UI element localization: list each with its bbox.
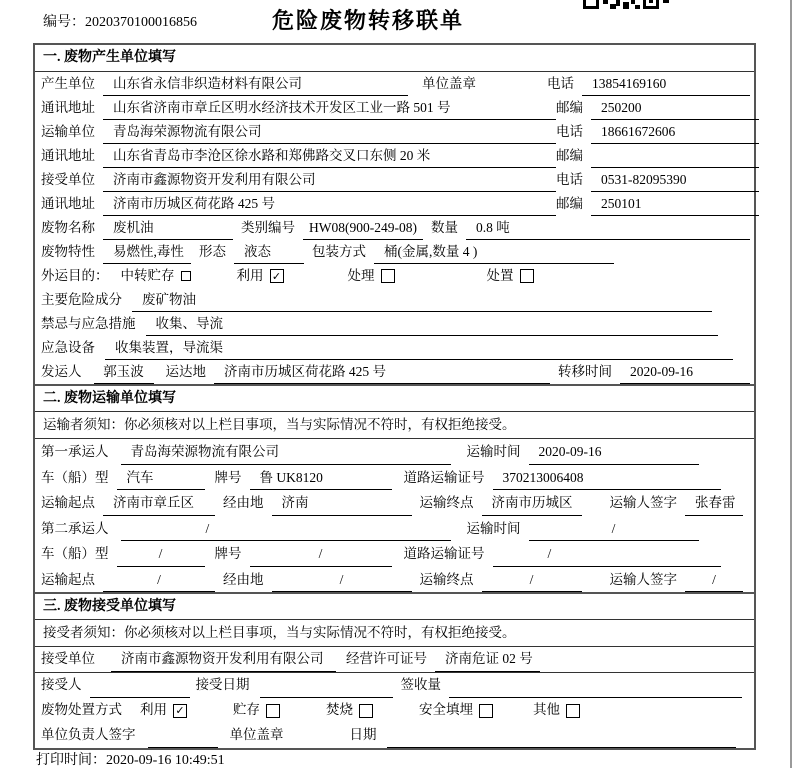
waste-category-label: 类别编号 (241, 220, 295, 235)
checkbox-disposal-landfill (479, 704, 493, 718)
qr-code-fragment (583, 0, 671, 10)
producer-seal-label: 单位盖章 (422, 76, 476, 91)
row-transport-address (35, 144, 754, 168)
row-shipper (35, 360, 754, 384)
checkbox-disposal-other (566, 704, 580, 718)
disposal-option-landfill: 安全填埋 (419, 702, 473, 717)
row-signature (35, 723, 754, 748)
carrier1-label: 第一承运人 (41, 444, 109, 459)
producer-phone-label: 电话 (547, 76, 574, 91)
section2-body (35, 439, 754, 592)
producer-value: 山东省永信非织造材料有限公司 (103, 72, 408, 96)
transport-address-value: 山东省青岛市李沧区徐水路和郑佛路交叉口东侧 20 米 (103, 144, 556, 168)
receive-phone-label: 电话 (556, 172, 583, 187)
plate1-value: 鲁 UK8120 (250, 465, 392, 491)
waste-form-value: 液态 (234, 240, 304, 264)
sign-date-value (387, 723, 737, 748)
destination-value: 济南市历城区荷花路 425 号 (214, 360, 550, 384)
producer-zip-label: 邮编 (556, 100, 583, 115)
route2-start-label: 运输起点 (41, 571, 95, 587)
checkbox-treat (381, 269, 395, 283)
route1-sign-value: 张春雷 (685, 490, 743, 516)
unit-seal-label: 单位盖章 (229, 727, 284, 742)
purpose-label: 外运目的： (41, 268, 109, 283)
vehicle1-label: 车（船）型 (41, 469, 109, 485)
signed-amount-value (449, 673, 742, 698)
row-route1 (35, 490, 754, 516)
equipment-label: 应急设备 (41, 340, 95, 355)
receiver-unit-value: 济南市鑫源物资开发利用有限公司 (111, 647, 336, 672)
row-equipment (35, 336, 754, 360)
route2-via-value: / (272, 567, 412, 593)
receive-zip-label: 邮编 (556, 196, 583, 211)
carrier2-time-value: / (529, 516, 699, 542)
waste-quantity-label: 数量 (431, 220, 458, 235)
transport-unit-value: 青岛海荣源物流有限公司 (103, 120, 556, 144)
transport-address-label: 通讯地址 (41, 148, 95, 163)
plate2-label: 牌号 (214, 546, 242, 561)
section3-header: 三. 废物接受单位填写 (35, 592, 754, 620)
route1-via-value: 济南 (272, 490, 412, 516)
serial-value: 2020370100016856 (85, 15, 197, 30)
page-edge-line (790, 0, 792, 768)
producer-zip-value: 250200 (591, 96, 759, 120)
waste-form-label: 形态 (199, 244, 226, 259)
route2-end-label: 运输终点 (419, 571, 474, 587)
checkmark: ✓ (271, 269, 282, 283)
transfer-time-value: 2020-09-16 (620, 360, 750, 384)
section3-notice: 接受者须知：你必须核对以上栏目事项，当与实际情况不符时，有权拒绝接受。 (35, 620, 754, 647)
row-route2 (35, 567, 754, 593)
producer-label: 产生单位 (41, 76, 95, 91)
row-carrier2 (35, 516, 754, 542)
permit1-value: 370213006408 (493, 465, 721, 491)
receive-phone-value: 0531-82095390 (591, 168, 759, 192)
row-producer (35, 72, 754, 96)
waste-packing-label: 包装方式 (312, 244, 366, 259)
waste-packing-value: 桶(金属,数量 4 ) (374, 240, 614, 264)
route1-end-value: 济南市历城区 (482, 490, 582, 516)
permit1-label: 道路运输证号 (403, 469, 485, 485)
print-time-value: 2020-09-16 10:49:51 (106, 753, 225, 768)
row-hazard (35, 288, 754, 312)
purpose-option-transfer-storage: 中转贮存 (120, 268, 175, 283)
carrier2-time-label: 运输时间 (466, 520, 521, 536)
shipper-value: 郭玉波 (94, 360, 154, 384)
row-acceptance (35, 673, 754, 698)
license-value: 济南危证 02 号 (435, 647, 540, 672)
row-receive-address (35, 192, 754, 216)
license-label: 经营许可证号 (346, 651, 427, 666)
producer-address-value: 山东省济南市章丘区明水经济技术开发区工业一路 501 号 (103, 96, 556, 120)
disposal-option-store: 贮存 (233, 702, 260, 717)
row-vehicle2 (35, 541, 754, 567)
taboo-value: 收集、导流 (146, 312, 718, 336)
transport-zip-label: 邮编 (556, 148, 583, 163)
route2-sign-label: 运输人签字 (609, 571, 677, 587)
row-disposal (35, 698, 754, 723)
checkbox-disposal-store (266, 704, 280, 718)
carrier2-value: / (121, 516, 451, 542)
checkmark: ✓ (175, 704, 185, 717)
carrier2-label: 第二承运人 (41, 520, 109, 536)
purpose-option-utilize: 利用 (236, 268, 264, 283)
route2-start-value: / (103, 567, 215, 593)
disposal-label: 废物处置方式 (41, 702, 122, 717)
purpose-option-treat: 处理 (347, 268, 375, 283)
transfer-time-label: 转移时间 (558, 364, 612, 379)
permit2-label: 道路运输证号 (403, 546, 485, 561)
receive-unit-label: 接受单位 (41, 172, 95, 187)
section2-header: 二. 废物运输单位填写 (35, 384, 754, 412)
carrier1-value: 青岛海荣源物流有限公司 (121, 439, 451, 465)
acceptor-value (90, 673, 190, 698)
equipment-value: 收集装置，导流渠 (105, 336, 733, 360)
signed-amount-label: 签收量 (400, 677, 441, 692)
waste-traits-label: 废物特性 (41, 244, 95, 259)
receiver-unit-label: 接受单位 (41, 651, 95, 666)
route2-sign-value: / (685, 567, 743, 593)
receive-address-label: 通讯地址 (41, 196, 95, 211)
route2-via-label: 经由地 (223, 571, 264, 587)
route1-start-label: 运输起点 (41, 495, 95, 510)
shipper-label: 发运人 (41, 364, 82, 379)
page-title: 危险废物转移联单 (271, 8, 464, 33)
responsible-sign-value (148, 723, 218, 748)
destination-label: 运达地 (165, 364, 206, 379)
producer-phone-value: 13854169160 (582, 72, 750, 96)
taboo-label: 禁忌与应急措施 (41, 316, 136, 331)
checkbox-dispose (520, 269, 534, 283)
disposal-option-utilize: 利用 (140, 702, 167, 717)
hazard-value: 废矿物油 (132, 288, 712, 312)
disposal-option-other: 其他 (533, 702, 560, 717)
accept-date-value (260, 673, 393, 698)
checkbox-disposal-incinerate (359, 704, 373, 718)
carrier1-time-label: 运输时间 (466, 444, 521, 459)
receive-address-value: 济南市历城区荷花路 425 号 (103, 192, 556, 216)
transport-phone-label: 电话 (556, 124, 583, 139)
purpose-option-dispose: 处置 (486, 268, 514, 283)
sign-date-label: 日期 (349, 727, 377, 742)
waste-category-value: HW08(900-249-08) (303, 216, 423, 240)
waste-name-value: 废机油 (103, 216, 233, 240)
waste-name-label: 废物名称 (41, 220, 95, 235)
manifest-table (33, 43, 756, 750)
producer-address-label: 通讯地址 (41, 100, 95, 115)
row-taboo (35, 312, 754, 336)
row-purpose (35, 264, 754, 288)
checkbox-transfer-storage (181, 271, 191, 281)
route1-end-label: 运输终点 (419, 495, 474, 510)
plate1-label: 牌号 (214, 469, 242, 485)
vehicle2-label: 车（船）型 (41, 546, 109, 561)
checkbox-disposal-utilize (173, 704, 187, 718)
row-receiver (35, 647, 754, 673)
row-producer-address (35, 96, 754, 120)
acceptor-label: 接受人 (41, 677, 82, 692)
receive-unit-value: 济南市鑫源物资开发利用有限公司 (103, 168, 556, 192)
row-vehicle1 (35, 465, 754, 491)
print-time-label: 打印时间： (36, 753, 106, 768)
section2-notice: 运输者须知：你必须核对以上栏目事项，当与实际情况不符时，有权拒绝接受。 (35, 412, 754, 439)
vehicle1-value: 汽车 (117, 465, 205, 491)
receive-zip-value: 250101 (591, 192, 759, 216)
carrier1-time-value: 2020-09-16 (529, 439, 699, 465)
accept-date-label: 接受日期 (195, 677, 250, 692)
route1-via-label: 经由地 (223, 495, 264, 510)
section1-body (35, 72, 754, 384)
row-waste-name (35, 216, 754, 240)
waste-quantity-value: 0.8 吨 (466, 216, 750, 240)
plate2-value: / (250, 541, 392, 567)
serial-label: 编号： (43, 15, 85, 30)
permit2-value: / (493, 541, 721, 567)
hazard-label: 主要危险成分 (41, 292, 122, 307)
row-carrier1 (35, 439, 754, 465)
row-waste-traits (35, 240, 754, 264)
checkbox-utilize (270, 269, 284, 283)
section1-header: 一. 废物产生单位填写 (35, 45, 754, 72)
route2-end-value: / (482, 567, 582, 593)
route1-start-value: 济南市章丘区 (103, 490, 215, 516)
disposal-option-incinerate: 焚烧 (326, 702, 353, 717)
vehicle2-value: / (117, 541, 205, 567)
route1-sign-label: 运输人签字 (609, 495, 677, 510)
transport-unit-label: 运输单位 (41, 124, 95, 139)
waste-traits-value: 易燃性,毒性 (103, 240, 191, 264)
row-receive-unit (35, 168, 754, 192)
row-transport-unit (35, 120, 754, 144)
section3-body (35, 647, 754, 748)
responsible-sign-label: 单位负责人签字 (41, 727, 136, 742)
transport-zip-value (591, 144, 759, 168)
print-time-line (36, 749, 225, 769)
transport-phone-value: 18661672606 (591, 120, 759, 144)
